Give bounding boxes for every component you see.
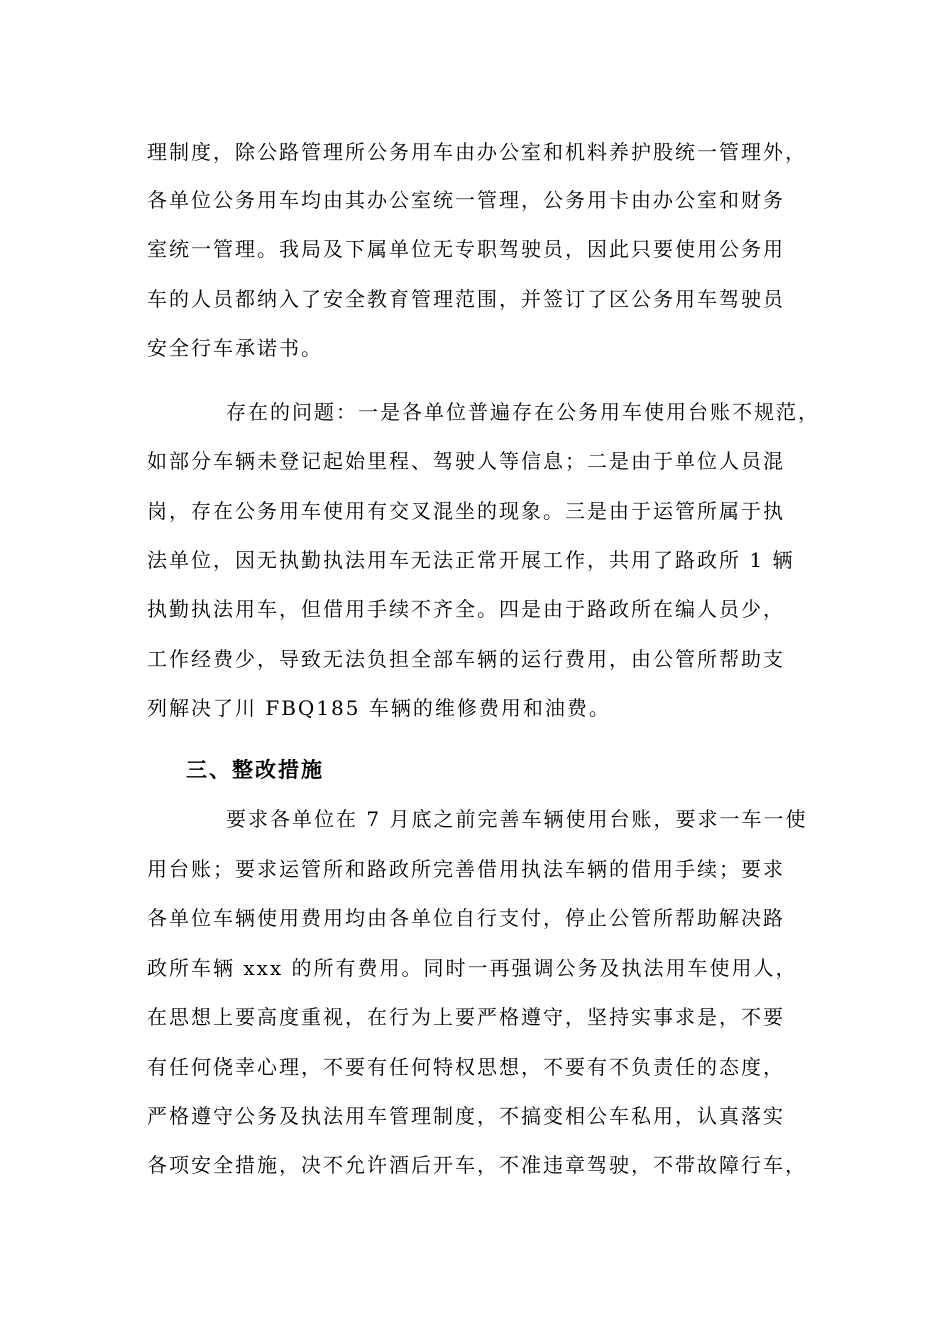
paragraph-3-line-5: 在思想上要高度重视，在行为上要严格遵守，坚持实事求是，不要 <box>147 1005 785 1029</box>
paragraph-1-line-3: 室统一管理。我局及下属单位无专职驾驶员，因此只要使用公务用 <box>147 237 785 261</box>
paragraph-1-line-4: 车的人员都纳入了安全教育管理范围，并签订了区公务用车驾驶员 <box>147 287 785 311</box>
paragraph-2-line-4: 法单位，因无执勤执法用车无法正常开展工作，共用了路政所 1 辆 <box>147 548 795 572</box>
paragraph-3-line-4: 政所车辆 xxx 的所有费用。同时一再强调公务及执法用车使用人， <box>147 956 798 980</box>
paragraph-2-line-5: 执勤执法用车，但借用手续不齐全。四是由于路政所在编人员少， <box>147 597 785 621</box>
paragraph-2-line-6: 工作经费少，导致无法负担全部车辆的运行费用，由公管所帮助支 <box>147 647 785 671</box>
paragraph-3-line-3: 各单位车辆使用费用均由各单位自行支付，停止公管所帮助解决路 <box>147 906 785 930</box>
paragraph-2-line-3: 岗，存在公务用车使用有交叉混坐的现象。三是由于运管所属于执 <box>147 499 785 523</box>
paragraph-3-line-6: 有任何侥幸心理，不要有任何特权思想，不要有不负责任的态度， <box>147 1055 785 1079</box>
paragraph-1-line-5: 安全行车承诺书。 <box>147 336 323 360</box>
paragraph-3-line-8: 各项安全措施，决不允许酒后开车，不准违章驾驶，不带故障行车， <box>147 1153 807 1177</box>
paragraph-1-line-2: 各单位公务用车均由其办公室统一管理，公务用卡由办公室和财务 <box>147 188 785 212</box>
paragraph-1-line-1: 理制度，除公路管理所公务用车由办公室和机料养护股统一管理外， <box>147 140 807 164</box>
section-heading: 三、整改措施 <box>186 758 324 782</box>
paragraph-2-line-1: 存在的问题：一是各单位普遍存在公务用车使用台账不规范， <box>226 400 820 424</box>
paragraph-3-line-7: 严格遵守公务及执法用车管理制度，不搞变相公车私用，认真落实 <box>147 1104 785 1128</box>
paragraph-3-line-2: 用台账；要求运管所和路政所完善借用执法车辆的借用手续；要求 <box>147 857 785 881</box>
paragraph-3-line-1: 要求各单位在 7 月底之前完善车辆使用台账，要求一车一使 <box>226 807 808 831</box>
paragraph-2-line-2: 如部分车辆未登记起始里程、驾驶人等信息；二是由于单位人员混 <box>147 449 785 473</box>
paragraph-2-line-7: 列解决了川 FBQ185 车辆的维修费用和油费。 <box>147 696 611 720</box>
